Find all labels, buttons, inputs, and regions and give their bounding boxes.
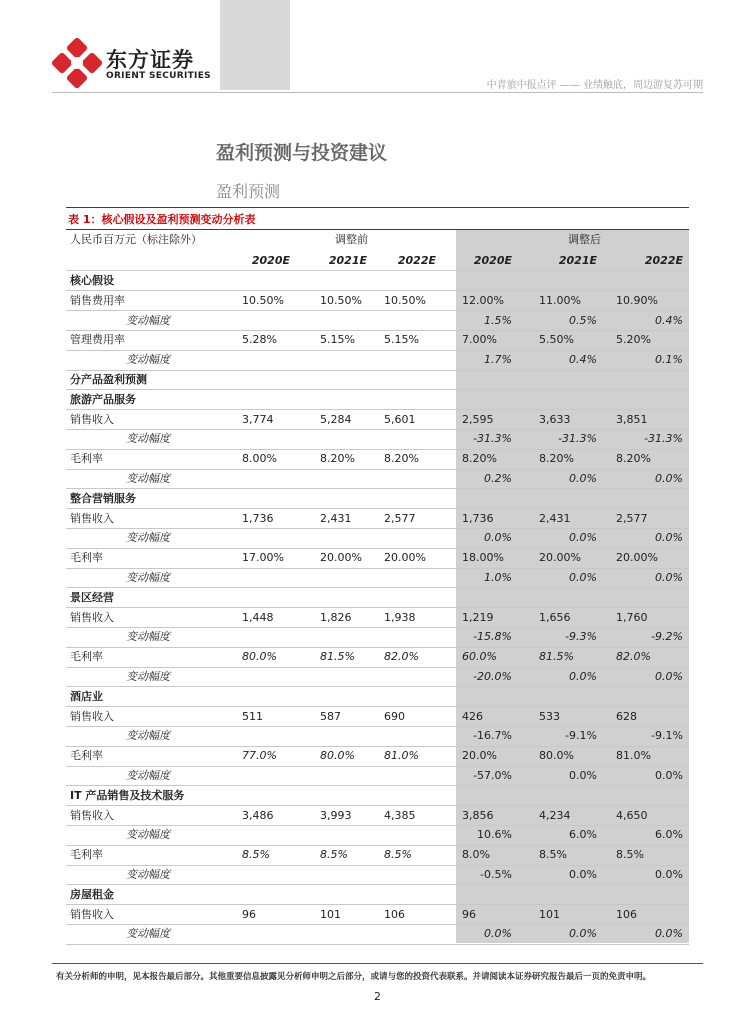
row-value: 1,938 <box>384 610 416 624</box>
row-value: 96 <box>462 907 476 921</box>
table-row <box>66 390 689 410</box>
row-label: 变动幅度 <box>126 472 170 485</box>
row-value: 0.0% <box>655 769 683 782</box>
row-label: 分产品盈利预测 <box>70 373 147 386</box>
row-value: 1,736 <box>462 511 494 525</box>
row-label: 销售收入 <box>70 907 114 921</box>
row-value: 4,650 <box>616 808 648 822</box>
row-label: 毛利率 <box>70 749 103 763</box>
table-row <box>66 509 689 529</box>
year-header: 2020E <box>251 254 290 267</box>
row-label: 销售收入 <box>70 808 114 822</box>
table-caption: 表 1：核心假设及盈利预测变动分析表 <box>68 213 256 226</box>
row-value: 8.5% <box>320 848 348 862</box>
row-value: 5.50% <box>539 333 574 347</box>
table-row <box>66 429 689 449</box>
table-row <box>66 350 689 370</box>
row-label: 景区经营 <box>70 590 114 604</box>
row-value: 20.00% <box>539 551 581 565</box>
row-value: 3,774 <box>242 412 274 426</box>
row-value: 8.5% <box>616 848 644 862</box>
table-row <box>66 726 689 746</box>
row-value: 511 <box>242 709 263 723</box>
row-value: 82.0% <box>384 650 419 664</box>
table-row <box>66 746 689 766</box>
row-label: 变动幅度 <box>126 828 170 842</box>
row-value: 2,431 <box>539 511 571 525</box>
row-value: 10.90% <box>616 293 658 307</box>
table-row <box>66 568 689 588</box>
orient-securities-logo-icon <box>52 38 102 88</box>
row-value: -9.1% <box>565 729 597 743</box>
row-label: 销售收入 <box>70 709 114 723</box>
row-value: 628 <box>616 709 637 723</box>
row-value: 1.0% <box>484 571 512 584</box>
row-value: 5,601 <box>384 412 416 426</box>
row-label: 变动幅度 <box>126 432 170 446</box>
row-value: 60.0% <box>462 650 497 664</box>
row-value: 5.15% <box>320 333 355 347</box>
table-row <box>66 687 689 707</box>
row-value: 20.0% <box>462 749 497 763</box>
row-value: 81.0% <box>384 749 419 763</box>
row-value: 8.20% <box>462 452 497 466</box>
row-value: 1,736 <box>242 511 274 525</box>
row-value: 0.0% <box>569 670 597 683</box>
row-value: 8.5% <box>242 848 270 862</box>
header-gray-bar <box>220 0 290 90</box>
row-label: 变动幅度 <box>126 353 170 367</box>
row-value: 6.0% <box>569 828 597 842</box>
brand-name-en: ORIENT SECURITIES <box>106 71 211 81</box>
row-value: -9.1% <box>651 729 683 743</box>
row-value: 0.0% <box>569 531 597 545</box>
row-value: 4,234 <box>539 808 571 822</box>
row-value: 6.0% <box>655 828 683 842</box>
row-value: 10.50% <box>242 293 284 307</box>
table-row <box>66 806 689 826</box>
row-value: 10.50% <box>384 293 426 307</box>
table-row <box>66 330 689 350</box>
unit-label: 人民币百万元（标注除外） <box>70 233 202 246</box>
row-value: 0.0% <box>569 571 597 584</box>
footer-divider <box>52 963 703 964</box>
row-value: 20.00% <box>320 551 362 565</box>
row-value: 5.20% <box>616 333 651 347</box>
table-header-row-2 <box>66 251 689 271</box>
row-value: 101 <box>539 907 560 921</box>
table-row <box>66 271 689 291</box>
row-label: 毛利率 <box>70 848 103 862</box>
row-value: 77.0% <box>242 749 277 763</box>
table-row <box>66 548 689 568</box>
table-row <box>66 528 689 548</box>
row-value: 0.0% <box>569 472 597 485</box>
row-value: -31.3% <box>473 432 512 446</box>
row-value: 5.15% <box>384 333 419 347</box>
row-value: 17.00% <box>242 551 284 565</box>
row-value: 2,577 <box>616 511 648 525</box>
row-label: 核心假设 <box>70 274 114 287</box>
row-value: 1,219 <box>462 610 494 624</box>
row-value: 0.0% <box>655 670 683 683</box>
row-label: IT 产品销售及技术服务 <box>70 788 185 802</box>
row-label: 房屋租金 <box>70 887 114 901</box>
table-row <box>66 766 689 786</box>
row-value: 2,577 <box>384 511 416 525</box>
row-label: 毛利率 <box>70 452 103 466</box>
row-value: 20.00% <box>384 551 426 565</box>
row-value: 1,826 <box>320 610 352 624</box>
table-row <box>66 410 689 430</box>
row-value: 10.50% <box>320 293 362 307</box>
row-label: 毛利率 <box>70 650 103 664</box>
table-row <box>66 885 689 905</box>
row-value: 0.0% <box>655 868 683 881</box>
row-value: 1,448 <box>242 610 274 624</box>
row-value: -15.8% <box>473 630 512 644</box>
table-row <box>66 608 689 628</box>
row-label: 管理费用率 <box>70 333 125 347</box>
row-value: 8.20% <box>320 452 355 466</box>
row-value: 0.2% <box>484 472 512 485</box>
year-header: 2022E <box>397 254 436 267</box>
row-value: 0.0% <box>655 927 683 941</box>
row-value: 106 <box>384 907 405 921</box>
row-value: 3,856 <box>462 808 494 822</box>
row-value: 8.5% <box>384 848 412 862</box>
row-value: 3,486 <box>242 808 274 822</box>
row-value: 0.0% <box>569 927 597 941</box>
year-header: 2021E <box>558 254 597 267</box>
group-after-label: 调整后 <box>568 233 601 246</box>
table-row <box>66 707 689 727</box>
row-value: -31.3% <box>644 432 683 446</box>
section-title: 盈利预测与投资建议 <box>216 142 388 164</box>
row-value: 82.0% <box>616 650 651 664</box>
header-divider <box>52 92 703 93</box>
row-label: 变动幅度 <box>126 729 170 743</box>
row-value: 533 <box>539 709 560 723</box>
table-row <box>66 311 689 331</box>
row-value: 81.5% <box>539 650 574 664</box>
row-rule <box>66 944 689 945</box>
year-header: 2021E <box>328 254 367 267</box>
row-label: 销售收入 <box>70 610 114 624</box>
row-value: 0.1% <box>655 353 683 367</box>
row-value: 0.0% <box>484 531 512 545</box>
table-row <box>66 291 689 311</box>
row-label: 变动幅度 <box>126 868 170 881</box>
row-value: 8.00% <box>242 452 277 466</box>
row-value: 80.0% <box>539 749 574 763</box>
row-label: 变动幅度 <box>126 927 170 941</box>
row-value: 2,431 <box>320 511 352 525</box>
year-header: 2020E <box>473 254 512 267</box>
brand-name-cn: 东方证券 <box>106 48 194 72</box>
row-value: 80.0% <box>242 650 277 664</box>
row-value: 8.20% <box>384 452 419 466</box>
row-value: 1,760 <box>616 610 648 624</box>
row-label: 销售费用率 <box>70 293 125 307</box>
row-value: 1.5% <box>484 313 512 327</box>
row-value: 81.5% <box>320 650 355 664</box>
row-value: -20.0% <box>473 670 512 683</box>
table-row <box>66 825 689 845</box>
row-value: 101 <box>320 907 341 921</box>
row-value: 20.00% <box>616 551 658 565</box>
table-row <box>66 647 689 667</box>
table-row <box>66 469 689 489</box>
row-value: 0.0% <box>655 531 683 545</box>
row-value: -0.5% <box>480 868 512 881</box>
row-value: 0.4% <box>569 353 597 367</box>
row-value: 8.5% <box>539 848 567 862</box>
row-value: 2,595 <box>462 412 494 426</box>
row-label: 毛利率 <box>70 551 103 565</box>
row-value: 11.00% <box>539 293 581 307</box>
row-value: 587 <box>320 709 341 723</box>
table-header-row-1 <box>66 230 689 250</box>
row-value: 7.00% <box>462 333 497 347</box>
row-value: 5,284 <box>320 412 352 426</box>
row-value: 3,633 <box>539 412 571 426</box>
table-row <box>66 588 689 608</box>
row-value: 81.0% <box>616 749 651 763</box>
table-row <box>66 489 689 509</box>
row-label: 销售收入 <box>70 412 114 426</box>
row-label: 变动幅度 <box>126 571 170 584</box>
row-value: 690 <box>384 709 405 723</box>
table-row <box>66 845 689 865</box>
footer-disclaimer: 有关分析师的申明，见本报告最后部分。其他重要信息披露见分析师申明之后部分，或请与您的投资代表联系。并请阅读本证券研究报告最后一页的免责申明。 <box>56 972 652 982</box>
row-label: 酒店业 <box>70 689 103 703</box>
year-header: 2022E <box>644 254 683 267</box>
section-subtitle: 盈利预测 <box>216 182 281 201</box>
table-row <box>66 667 689 687</box>
report-title: 中青旅中报点评 —— 业绩触底，周边游复苏可期 <box>486 80 703 91</box>
row-value: 0.0% <box>655 571 683 584</box>
row-value: 106 <box>616 907 637 921</box>
row-value: 426 <box>462 709 483 723</box>
table-row <box>66 627 689 647</box>
row-value: -9.2% <box>651 630 683 644</box>
table-row <box>66 370 689 390</box>
page-number: 2 <box>374 990 381 1003</box>
row-value: -57.0% <box>473 769 512 782</box>
row-value: 8.0% <box>462 848 490 862</box>
table-top-rule <box>66 207 689 208</box>
table-row <box>66 449 689 469</box>
row-label: 变动幅度 <box>126 313 170 327</box>
row-label: 变动幅度 <box>126 769 170 782</box>
row-value: 3,993 <box>320 808 352 822</box>
row-value: 0.0% <box>655 472 683 485</box>
table-row <box>66 865 689 885</box>
table-row <box>66 786 689 806</box>
row-value: 8.20% <box>539 452 574 466</box>
row-value: 0.5% <box>569 313 597 327</box>
row-value: 96 <box>242 907 256 921</box>
row-label: 变动幅度 <box>126 531 170 545</box>
row-value: 1.7% <box>484 353 512 367</box>
table-row <box>66 905 689 925</box>
group-before-label: 调整前 <box>335 233 368 246</box>
row-value: 18.00% <box>462 551 504 565</box>
row-label: 变动幅度 <box>126 630 170 644</box>
row-value: 4,385 <box>384 808 416 822</box>
row-value: 0.0% <box>569 868 597 881</box>
row-value: 3,851 <box>616 412 648 426</box>
row-value: 5.28% <box>242 333 277 347</box>
row-label: 整合营销服务 <box>70 491 136 505</box>
row-value: 80.0% <box>320 749 355 763</box>
row-value: -16.7% <box>473 729 512 743</box>
row-value: 0.0% <box>484 927 512 941</box>
row-value: -9.3% <box>565 630 597 644</box>
row-value: 8.20% <box>616 452 651 466</box>
row-value: 12.00% <box>462 293 504 307</box>
row-label: 变动幅度 <box>126 670 170 683</box>
row-label: 销售收入 <box>70 511 114 525</box>
row-value: -31.3% <box>558 432 597 446</box>
row-value: 0.0% <box>569 769 597 782</box>
table-row <box>66 924 689 944</box>
row-value: 1,656 <box>539 610 571 624</box>
row-value: 0.4% <box>655 313 683 327</box>
row-label: 旅游产品服务 <box>70 392 136 406</box>
row-value: 10.6% <box>477 828 512 842</box>
